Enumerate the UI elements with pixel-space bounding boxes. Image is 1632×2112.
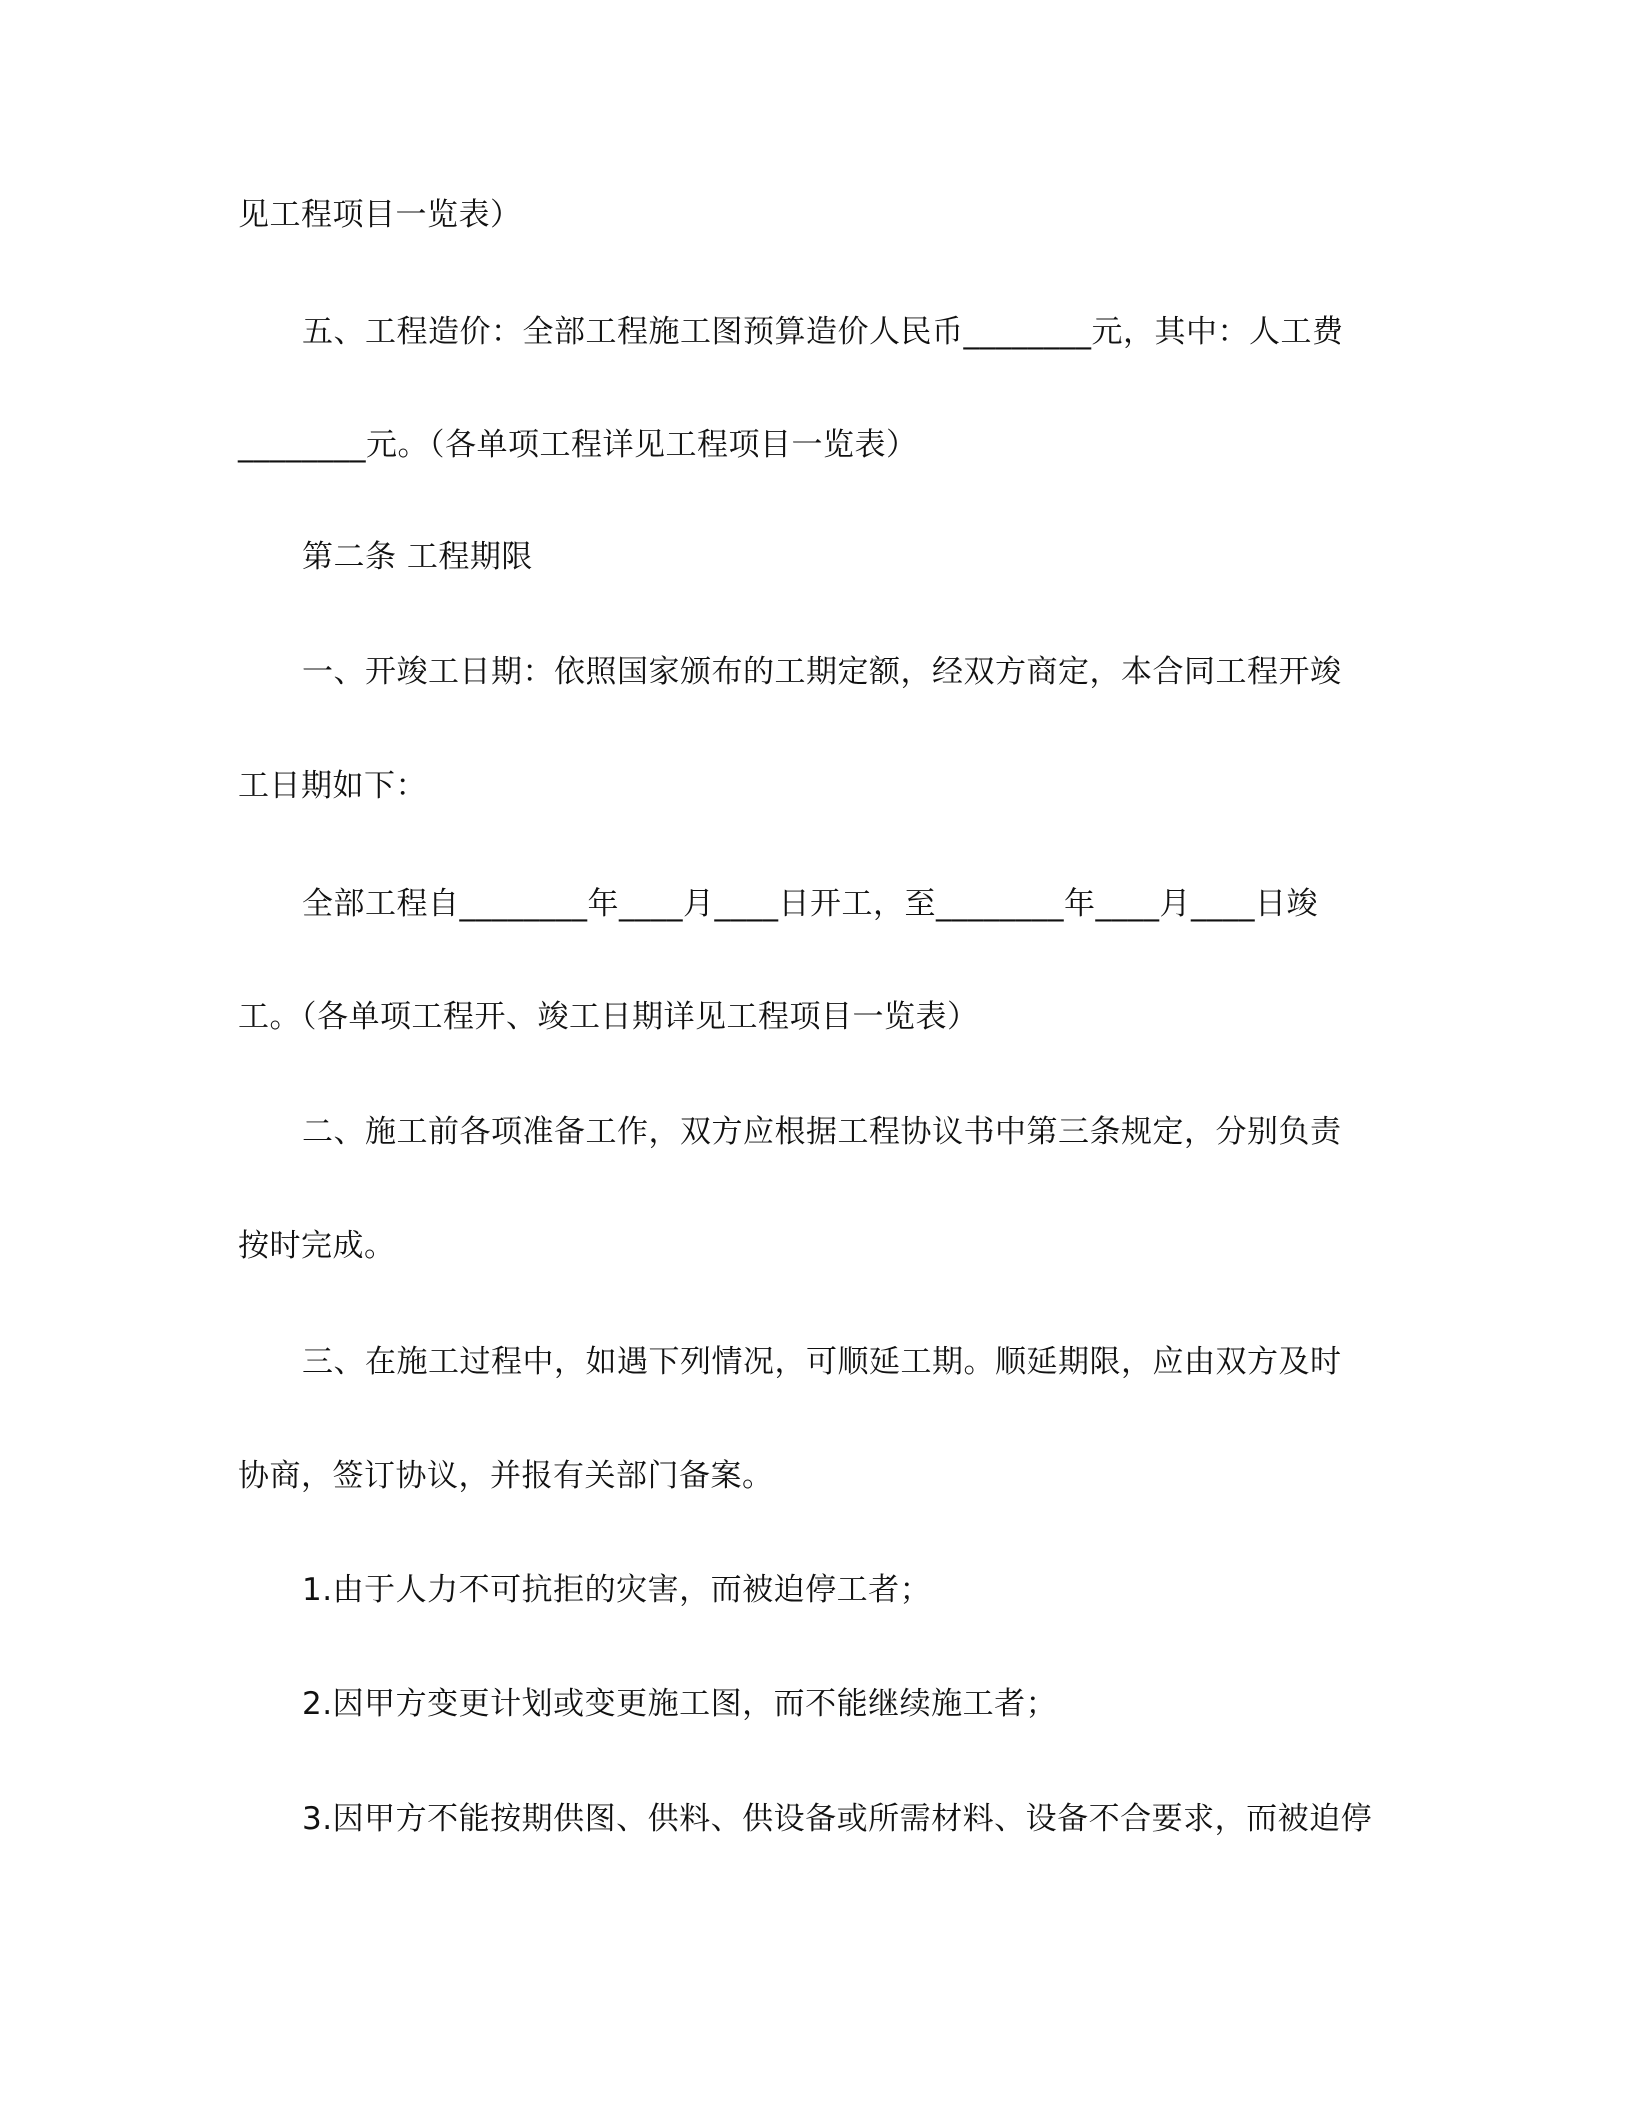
section-heading-term-2: 第二条 工程期限 [302,539,533,575]
list-item-2: 2.因甲方变更计划或变更施工图，而不能继续施工者； [302,1686,1058,1722]
text-line-8: 工。（各单项工程开、竣工日期详见工程项目一览表） [238,999,979,1035]
text-line-7: 全部工程自________年____月____日开工，至________年____月____日竣 [302,886,1318,922]
text-line-10: 按时完成。 [238,1228,396,1264]
text-line-11: 三、在施工过程中，如遇下列情况，可顺延工期。顺延期限，应由双方及时 [302,1344,1342,1380]
text-line-1: 见工程项目一览表） [238,197,522,233]
text-line-6: 工日期如下： [238,768,427,804]
text-line-9: 二、施工前各项准备工作，双方应根据工程协议书中第三条规定，分别负责 [302,1114,1342,1150]
text-line-2: 五、工程造价：全部工程施工图预算造价人民币________元，其中：人工费 [302,314,1344,350]
list-item-1: 1.由于人力不可抗拒的灾害，而被迫停工者； [302,1572,932,1608]
text-line-5: 一、开竣工日期：依照国家颁布的工期定额，经双方商定，本合同工程开竣 [302,654,1342,690]
text-line-12: 协商，签订协议，并报有关部门备案。 [238,1458,774,1494]
list-item-3: 3.因甲方不能按期供图、供料、供设备或所需材料、设备不合要求，而被迫停 [302,1801,1373,1837]
text-line-3: ________元。（各单项工程详见工程项目一览表） [238,427,918,463]
